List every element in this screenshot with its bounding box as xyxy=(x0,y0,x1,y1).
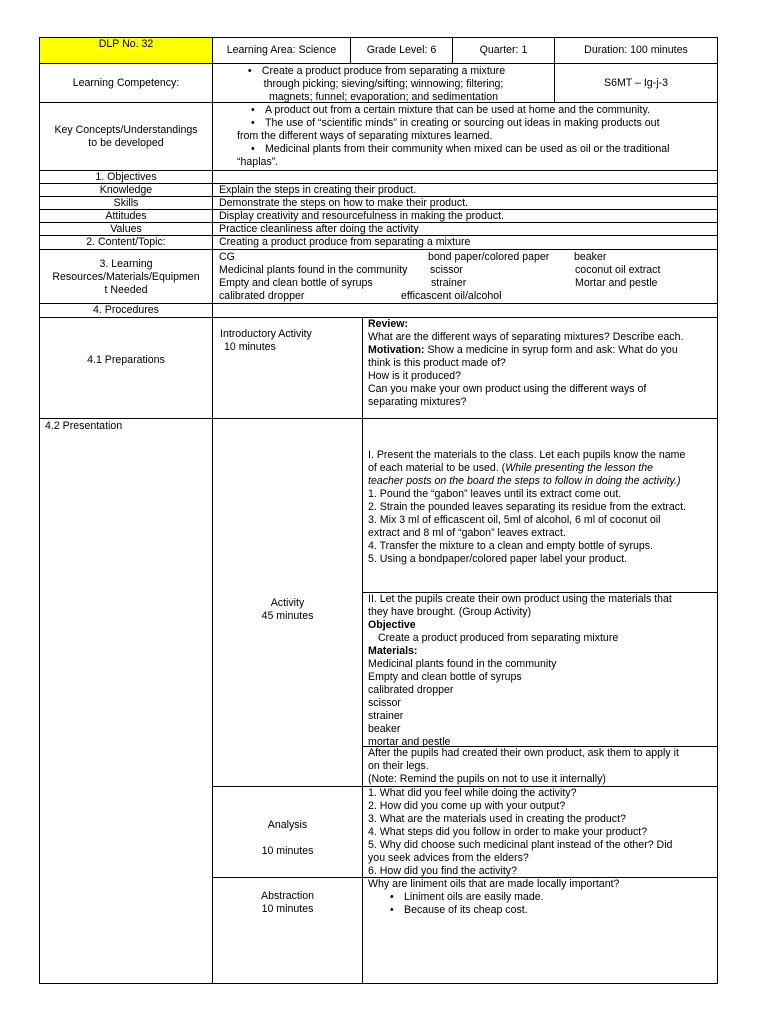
material-3: calibrated dropper xyxy=(368,684,454,696)
competency-line-1: • Create a product produce from separating a mixture xyxy=(262,65,505,77)
learning-area-cell xyxy=(212,37,351,64)
preparations-label-cell xyxy=(39,317,213,419)
key-concept-3: • Medicinal plants from their community when mixed can be used as oil or the traditional xyxy=(265,143,670,155)
material-1: Medicinal plants found in the community xyxy=(368,658,557,670)
activity-part1-line2a: of each material to be used. ( xyxy=(368,462,506,474)
analysis-question-5-cont: you seek advices from the elders? xyxy=(368,852,529,864)
abstraction-content-cell xyxy=(362,877,718,984)
procedures-blank-cell xyxy=(212,303,718,318)
presentation-label: 4.2 Presentation xyxy=(45,420,123,432)
review-label: Review: xyxy=(368,318,409,330)
knowledge-label: Knowledge xyxy=(99,184,153,196)
resource-bond-paper: bond paper/colored paper xyxy=(428,251,550,263)
objective-label: Objective xyxy=(368,619,416,631)
competency-line-3: magnets; funnel; evaporation; and sedimentation xyxy=(268,91,499,103)
competency-code: S6MT – Ig-j-3 xyxy=(604,77,668,89)
procedures-label-cell xyxy=(39,303,213,318)
activity-part2-line2: they have brought. (Group Activity) xyxy=(368,606,532,618)
activity-part1-line3: teacher posts on the board the steps to follow in doing the activity.) xyxy=(368,475,681,487)
activity-title: Activity xyxy=(270,597,305,609)
material-5: strainer xyxy=(368,710,404,722)
values-text: Practice cleanliness after doing the activity xyxy=(219,223,419,235)
resource-beaker: beaker xyxy=(574,251,607,263)
analysis-question-3: 3. What are the materials used in creating the product? xyxy=(368,813,626,825)
procedures-label: 4. Procedures xyxy=(93,304,159,316)
attitudes-label-cell xyxy=(39,209,213,223)
knowledge-cell xyxy=(212,183,718,197)
key-concepts-label-2: to be developed xyxy=(88,137,164,149)
competency-line-2: through picking; sieving/sifting; winnowing; filtering; xyxy=(263,78,504,90)
analysis-question-6: 6. How did you find the activity? xyxy=(368,865,517,877)
grade-level-cell xyxy=(350,37,453,64)
grade-level: Grade Level: 6 xyxy=(366,44,437,56)
activity-part1-line2b: While presenting the lesson the xyxy=(505,462,654,474)
content-cell xyxy=(212,235,718,250)
attitudes-cell xyxy=(212,209,718,223)
motivation-label: Motivation: xyxy=(368,344,425,356)
introductory-activity-time: 10 minutes xyxy=(224,341,276,353)
preparation-question-2: Can you make your own product using the different ways of xyxy=(368,383,647,395)
learning-area: Learning Area: Science xyxy=(226,44,337,56)
key-concepts-label-cell xyxy=(39,102,213,171)
activity-time: 45 minutes xyxy=(261,610,314,622)
resource-dropper: calibrated dropper xyxy=(219,290,305,302)
preparation-question-1: How is it produced? xyxy=(368,370,462,382)
objective-text: Create a product produced from separating mixture xyxy=(378,632,619,644)
resource-cg: CG xyxy=(219,251,235,263)
activity-part2-line1: II. Let the pupils create their own product using the materials that xyxy=(368,593,672,605)
analysis-title: Analysis xyxy=(267,819,308,831)
resource-strainer: strainer xyxy=(431,277,467,289)
activity-part3-line3: (Note: Remind the pupils on not to use it internally) xyxy=(368,773,606,785)
abstraction-label-cell xyxy=(212,877,363,984)
review-text: What are the different ways of separating mixtures? Describe each. xyxy=(368,331,684,343)
dlp-number-cell xyxy=(39,37,213,64)
key-concept-2-cont: from the different ways of separating mixtures learned. xyxy=(237,130,493,142)
abstraction-answer-1: • Liniment oils are easily made. xyxy=(404,891,544,903)
abstraction-title: Abstraction xyxy=(261,890,314,902)
duration: Duration: 100 minutes xyxy=(584,44,688,56)
analysis-question-2: 2. How did you come up with your output? xyxy=(368,800,566,812)
motivation-text: Show a medicine in syrup form and ask: What do you xyxy=(427,344,678,356)
quarter-cell xyxy=(452,37,555,64)
activity-step-1: 1. Pound the “gabon” leaves until its extract come out. xyxy=(368,488,622,500)
activity-step-5: 5. Using a bondpaper/colored paper label your product. xyxy=(368,553,628,565)
resource-mortar: Mortar and pestle xyxy=(575,277,658,289)
key-concepts-label-1: Key Concepts/Understandings xyxy=(54,124,198,136)
analysis-question-5: 5. Why did choose such medicinal plant instead of the other? Did xyxy=(368,839,673,851)
resources-label-2: Resources/Materials/Equipmen xyxy=(52,271,200,283)
motivation-text-cont: think is this product made of? xyxy=(368,357,506,369)
resources-label-cell xyxy=(39,249,213,304)
material-6: beaker xyxy=(368,723,401,735)
key-concepts-text-cell xyxy=(212,102,718,171)
material-7: mortar and pestle xyxy=(368,736,451,747)
activity-part2-cell xyxy=(362,592,718,747)
abstraction-time: 10 minutes xyxy=(261,903,314,915)
activity-part1-cell xyxy=(362,418,718,593)
attitudes-text: Display creativity and resourcefulness in making the product. xyxy=(219,210,504,222)
activity-step-3-cont: extract and 8 ml of “gabon” leaves extract. xyxy=(368,527,566,539)
presentation-label-cell xyxy=(39,418,213,984)
competency-text-cell xyxy=(212,63,555,103)
knowledge-text: Explain the steps in creating their product. xyxy=(219,184,417,196)
skills-label: Skills xyxy=(113,197,139,209)
resources-cell xyxy=(212,249,718,304)
material-2: Empty and clean bottle of syrups xyxy=(368,671,522,683)
competency-code-cell xyxy=(554,63,718,103)
activity-cell xyxy=(212,418,363,787)
skills-text: Demonstrate the steps on how to make their product. xyxy=(219,197,469,209)
resource-scissor: scissor xyxy=(430,264,463,276)
introductory-activity-cell xyxy=(212,317,363,419)
resource-efficascent: efficascent oil/alcohol xyxy=(401,290,502,302)
preparation-question-2-cont: separating mixtures? xyxy=(368,396,467,408)
resource-coconut-oil: coconut oil extract xyxy=(575,264,661,276)
values-cell xyxy=(212,222,718,236)
objectives-label: 1. Objectives xyxy=(95,171,157,183)
material-4: scissor xyxy=(368,697,401,709)
resources-label-1: 3. Learning xyxy=(99,258,153,270)
analysis-time: 10 minutes xyxy=(261,845,314,857)
materials-label: Materials: xyxy=(368,645,418,657)
dlp-number: DLP No. 32 xyxy=(98,38,154,50)
competency-label: Learning Competency: xyxy=(72,77,180,89)
content-label-cell xyxy=(39,235,213,250)
content-label: 2. Content/Topic: xyxy=(86,236,166,248)
analysis-content-cell xyxy=(362,786,718,878)
preparations-content-cell xyxy=(362,317,718,419)
introductory-activity-title: Introductory Activity xyxy=(220,328,312,340)
activity-step-2: 2. Strain the pounded leaves separating its residue from the extract. xyxy=(368,501,686,513)
analysis-question-1: 1. What did you feel while doing the activity? xyxy=(368,787,577,799)
resources-label-3: t Needed xyxy=(104,284,148,296)
quarter: Quarter: 1 xyxy=(479,44,528,56)
key-concept-2: • The use of “scientific minds” in creating or sourcing out ideas in making products out xyxy=(265,117,660,129)
activity-part3-line1: After the pupils had created their own product, ask them to apply it xyxy=(368,747,679,759)
resource-plants: Medicinal plants found in the community xyxy=(219,264,408,276)
abstraction-answer-2: • Because of its cheap cost. xyxy=(404,904,528,916)
activity-part1-line1: I. Present the materials to the class. Let each pupils know the name xyxy=(368,449,686,461)
activity-part3-line2: on their legs. xyxy=(368,760,429,772)
skills-label-cell xyxy=(39,196,213,210)
objectives-label-cell xyxy=(39,170,213,184)
objectives-blank-cell xyxy=(212,170,718,184)
activity-step-4: 4. Transfer the mixture to a clean and empty bottle of syrups. xyxy=(368,540,653,552)
analysis-question-4: 4. What steps did you follow in order to make your product? xyxy=(368,826,648,838)
key-concept-1: • A product out from a certain mixture that can be used at home and the community. xyxy=(265,104,650,116)
resource-bottle: Empty and clean bottle of syrups xyxy=(219,277,373,289)
values-label: Values xyxy=(110,223,142,235)
preparations-label: 4.1 Preparations xyxy=(87,354,165,366)
activity-part3-cell xyxy=(362,746,718,787)
values-label-cell xyxy=(39,222,213,236)
key-concept-3-cont: “haplas”. xyxy=(237,156,279,168)
competency-label-cell xyxy=(39,63,213,103)
abstraction-question: Why are liniment oils that are made locally important? xyxy=(368,878,620,890)
activity-step-3: 3. Mix 3 ml of efficascent oil, 5ml of alcohol, 6 ml of coconut oil xyxy=(368,514,661,526)
content-text: Creating a product produce from separating a mixture xyxy=(219,236,471,248)
duration-cell xyxy=(554,37,718,64)
skills-cell xyxy=(212,196,718,210)
analysis-label-cell xyxy=(212,786,363,878)
attitudes-label: Attitudes xyxy=(105,210,147,222)
knowledge-label-cell xyxy=(39,183,213,197)
